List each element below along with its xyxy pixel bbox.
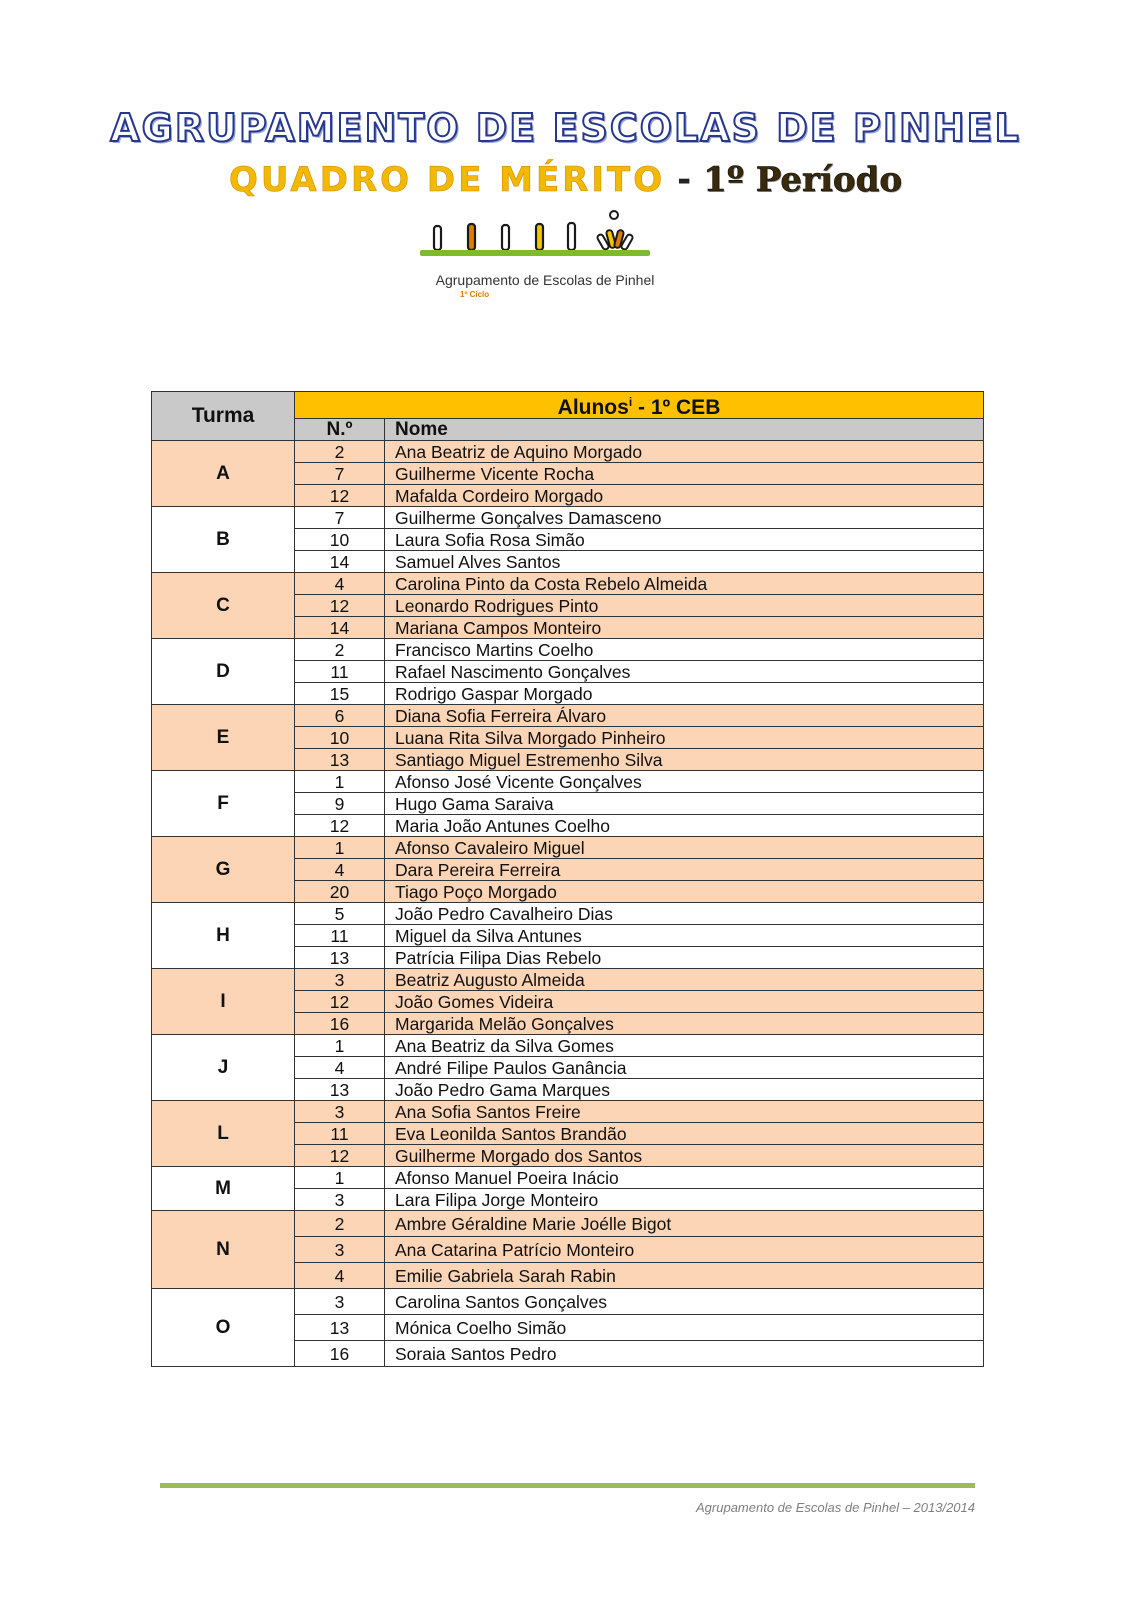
header-name: Nome (385, 419, 984, 441)
turma-cell: L (152, 1101, 295, 1167)
table-row (152, 441, 984, 463)
footnote-marker: i (628, 395, 633, 409)
table-row (152, 639, 984, 661)
turma-cell: D (152, 639, 295, 705)
student-name: Eva Leonilda Santos Brandão (385, 1123, 984, 1145)
student-name: Maria João Antunes Coelho (385, 815, 984, 837)
student-number: 11 (295, 661, 385, 683)
student-number: 15 (295, 683, 385, 705)
student-number: 4 (295, 1057, 385, 1079)
student-name: Luana Rita Silva Morgado Pinheiro (385, 727, 984, 749)
student-name: Miguel da Silva Antunes (385, 925, 984, 947)
header-alunos: Alunos$^i$ - 1º CEB (295, 392, 984, 419)
student-number: 3 (295, 1189, 385, 1211)
turma-cell: O (152, 1289, 295, 1367)
student-number: 5 (295, 903, 385, 925)
student-name: João Gomes Videira (385, 991, 984, 1013)
student-name: Hugo Gama Saraiva (385, 793, 984, 815)
student-name: Santiago Miguel Estremenho Silva (385, 749, 984, 771)
student-number: 3 (295, 1101, 385, 1123)
student-number: 14 (295, 551, 385, 573)
subtitle-dash: - (677, 160, 692, 200)
turma-cell: N (152, 1211, 295, 1289)
student-name: Afonso Cavaleiro Miguel (385, 837, 984, 859)
subtitle-period: 1º Período (703, 160, 903, 200)
student-name: Francisco Martins Coelho (385, 639, 984, 661)
student-number: 2 (295, 639, 385, 661)
turma-cell: J (152, 1035, 295, 1101)
student-number: 4 (295, 859, 385, 881)
student-number: 4 (295, 573, 385, 595)
table-row (152, 1167, 984, 1189)
student-number: 3 (295, 969, 385, 991)
student-number: 12 (295, 485, 385, 507)
student-number: 13 (295, 1315, 385, 1341)
student-number: 1 (295, 1167, 385, 1189)
student-name: Samuel Alves Santos (385, 551, 984, 573)
header-turma: Turma (152, 392, 295, 441)
student-name: Leonardo Rodrigues Pinto (385, 595, 984, 617)
student-number: 11 (295, 925, 385, 947)
student-name: Emilie Gabriela Sarah Rabin (385, 1263, 984, 1289)
student-number: 7 (295, 463, 385, 485)
student-name: Margarida Melão Gonçalves (385, 1013, 984, 1035)
student-name: Patrícia Filipa Dias Rebelo (385, 947, 984, 969)
student-name: André Filipe Paulos Ganância (385, 1057, 984, 1079)
student-name: Lara Filipa Jorge Monteiro (385, 1189, 984, 1211)
student-number: 2 (295, 441, 385, 463)
header-number: N.º (295, 419, 385, 441)
turma-cell: M (152, 1167, 295, 1211)
student-name: Mafalda Cordeiro Morgado (385, 485, 984, 507)
student-number: 3 (295, 1237, 385, 1263)
student-number: 13 (295, 947, 385, 969)
student-number: 9 (295, 793, 385, 815)
student-name: Rodrigo Gaspar Morgado (385, 683, 984, 705)
table-row (152, 1101, 984, 1123)
table-row (152, 771, 984, 793)
student-name: Laura Sofia Rosa Simão (385, 529, 984, 551)
page-subtitle (0, 160, 1131, 200)
student-number: 10 (295, 529, 385, 551)
student-number: 13 (295, 1079, 385, 1101)
student-name: Ana Beatriz de Aquino Morgado (385, 441, 984, 463)
student-name: Ana Sofia Santos Freire (385, 1101, 984, 1123)
student-name: Ambre Géraldine Marie Joélle Bigot (385, 1211, 984, 1237)
student-number: 4 (295, 1263, 385, 1289)
student-number: 16 (295, 1013, 385, 1035)
student-number: 3 (295, 1289, 385, 1315)
student-number: 12 (295, 1145, 385, 1167)
student-name: João Pedro Cavalheiro Dias (385, 903, 984, 925)
student-name: Guilherme Morgado dos Santos (385, 1145, 984, 1167)
turma-cell: G (152, 837, 295, 903)
student-number: 2 (295, 1211, 385, 1237)
student-number: 20 (295, 881, 385, 903)
student-name: Carolina Santos Gonçalves (385, 1289, 984, 1315)
student-number: 6 (295, 705, 385, 727)
student-number: 13 (295, 749, 385, 771)
student-name: Soraia Santos Pedro (385, 1341, 984, 1367)
page-title: AGRUPAMENTO DE ESCOLAS DE PINHEL (110, 106, 1021, 150)
table-row (152, 837, 984, 859)
student-number: 10 (295, 727, 385, 749)
student-name: Tiago Poço Morgado (385, 881, 984, 903)
student-name: Ana Catarina Patrício Monteiro (385, 1237, 984, 1263)
student-number: 16 (295, 1341, 385, 1367)
turma-cell: I (152, 969, 295, 1035)
table-row (152, 903, 984, 925)
table-row (152, 573, 984, 595)
student-name: Guilherme Gonçalves Damasceno (385, 507, 984, 529)
student-name: Dara Pereira Ferreira (385, 859, 984, 881)
merit-table-body (152, 441, 984, 1367)
table-row (152, 1289, 984, 1315)
student-name: Carolina Pinto da Costa Rebelo Almeida (385, 573, 984, 595)
student-name: Diana Sofia Ferreira Álvaro (385, 705, 984, 727)
subtitle-merit: QUADRO DE MÉRITO (228, 160, 666, 200)
table-row (152, 705, 984, 727)
turma-cell: B (152, 507, 295, 573)
student-number: 12 (295, 991, 385, 1013)
turma-cell: H (152, 903, 295, 969)
table-row (152, 969, 984, 991)
student-number: 1 (295, 1035, 385, 1057)
student-number: 12 (295, 815, 385, 837)
student-name: Rafael Nascimento Gonçalves (385, 661, 984, 683)
student-number: 11 (295, 1123, 385, 1145)
logo-subtext: 1º Ciclo (460, 290, 490, 299)
footer-divider (160, 1483, 975, 1488)
student-name: Guilherme Vicente Rocha (385, 463, 984, 485)
turma-cell: C (152, 573, 295, 639)
table-row (152, 1211, 984, 1237)
student-number: 14 (295, 617, 385, 639)
student-number: 7 (295, 507, 385, 529)
student-name: Mónica Coelho Simão (385, 1315, 984, 1341)
student-number: 12 (295, 595, 385, 617)
student-name: Beatriz Augusto Almeida (385, 969, 984, 991)
turma-cell: A (152, 441, 295, 507)
footer-text: Agrupamento de Escolas de Pinhel – 2013/2014 (696, 1500, 975, 1515)
student-name: Afonso Manuel Poeira Inácio (385, 1167, 984, 1189)
logo-text: Agrupamento de Escolas de Pinhel (435, 272, 655, 288)
student-number: 1 (295, 837, 385, 859)
student-name: Ana Beatriz da Silva Gomes (385, 1035, 984, 1057)
merit-table (151, 391, 984, 1367)
table-row (152, 507, 984, 529)
student-number: 1 (295, 771, 385, 793)
turma-cell: F (152, 771, 295, 837)
student-name: Mariana Campos Monteiro (385, 617, 984, 639)
student-name: Afonso José Vicente Gonçalves (385, 771, 984, 793)
turma-cell: E (152, 705, 295, 771)
table-row (152, 1035, 984, 1057)
student-name: João Pedro Gama Marques (385, 1079, 984, 1101)
